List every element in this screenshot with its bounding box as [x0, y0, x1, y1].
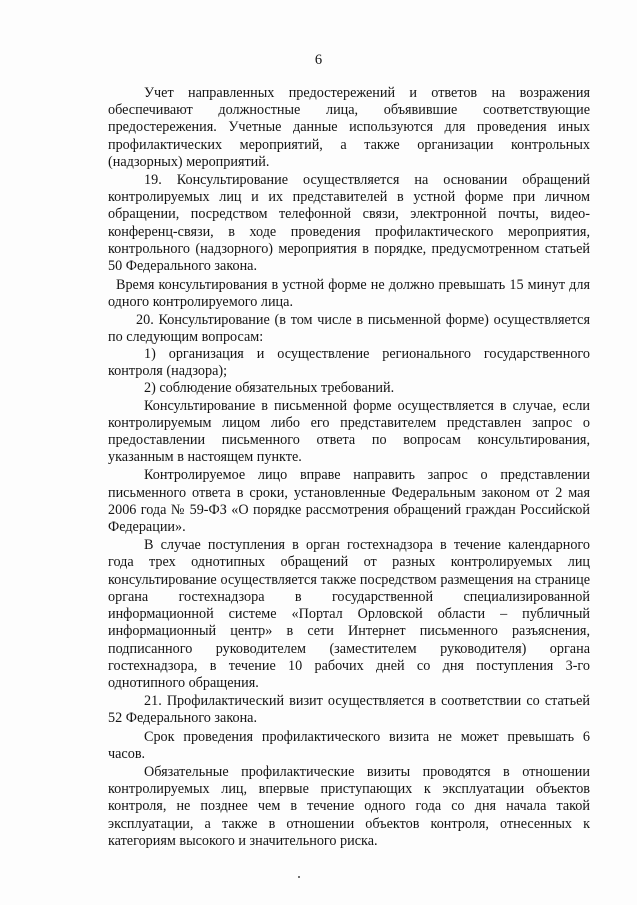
paragraph-item-20-consulting: 20. Консультирование (в том числе в письменной форме) осуществляется по следующим вопросам:	[108, 311, 590, 345]
list-item-1-organization: 1) организация и осуществление регионального государственного контроля (надзора);	[108, 346, 590, 380]
paragraph-item-21-preventive-visit: 21. Профилактический визит осуществляется в соответствии со статьей 52 Федерального закона.	[108, 693, 590, 727]
paragraph-item-19-consulting: 19. Консультирование осуществляется на основании обращений контролируемых лиц и их представителей в устной форме при личном обращении, посредством телефонной связи, электронной почты, видео-конференц-связи, в ходе проведения профилактического мероприятия, контрольного (надзорного) мероприятия в порядке, предусмотренном статьей 50 Федерального закона.	[108, 172, 590, 275]
paragraph-similar-requests: В случае поступления в орган гостехнадзора в течение календарного года трех однотипных обращений от разных контролируемых лиц консультирование осуществляется также посредством размещения на странице органа гостехнадзора в государственной специализированной информационной системе «Портал Орловской области – публичный информационный центр» в сети Интернет письменного разъяснения, подписанного руководителем (заместителем руководителя) органа гостехнадзора, в течение 10 рабочих дней со дня поступления 3-го однотипного обращения.	[108, 537, 590, 691]
paragraph-warnings-accounting: Учет направленных предостережений и ответов на возражения обеспечивают должностные лица, объявившие соответствующие предостережения. Учетные данные используются для проведения иных профилактических мероприятий, а также организации контрольных (надзорных) мероприятий.	[108, 85, 590, 170]
scan-speck	[298, 876, 300, 878]
paragraph-written-consulting: Консультирование в письменной форме осуществляется в случае, если контролируемым лицом либо его представителем представлен запрос о предоставлении письменного ответа по вопросам консультирования, указанным в настоящем пункте.	[108, 397, 590, 466]
paragraph-oral-consulting-time: Время консультирования в устной форме не должно превышать 15 минут для одного контролируемого лица.	[108, 277, 590, 311]
paragraph-mandatory-visits: Обязательные профилактические визиты проводятся в отношении контролируемых лиц, впервые приступающих к эксплуатации объектов контроля, не позднее чем в течение одного года со дня начала такой эксплуатации, а также в отношении объектов контроля, отнесенных к категориям высокого и значительного риска.	[108, 763, 590, 849]
paragraph-visit-duration: Срок проведения профилактического визита не может превышать 6 часов.	[108, 728, 590, 762]
page-number: 6	[314, 52, 323, 68]
list-item-2-compliance: 2) соблюдение обязательных требований.	[144, 380, 395, 397]
document-body	[108, 85, 590, 850]
paragraph-written-request: Контролируемое лицо вправе направить запрос о представлении письменного ответа в сроки, установленные Федеральным законом от 2 мая 2006 года № 59-ФЗ «О порядке рассмотрения обращений граждан Российской Федерации».	[108, 467, 590, 536]
